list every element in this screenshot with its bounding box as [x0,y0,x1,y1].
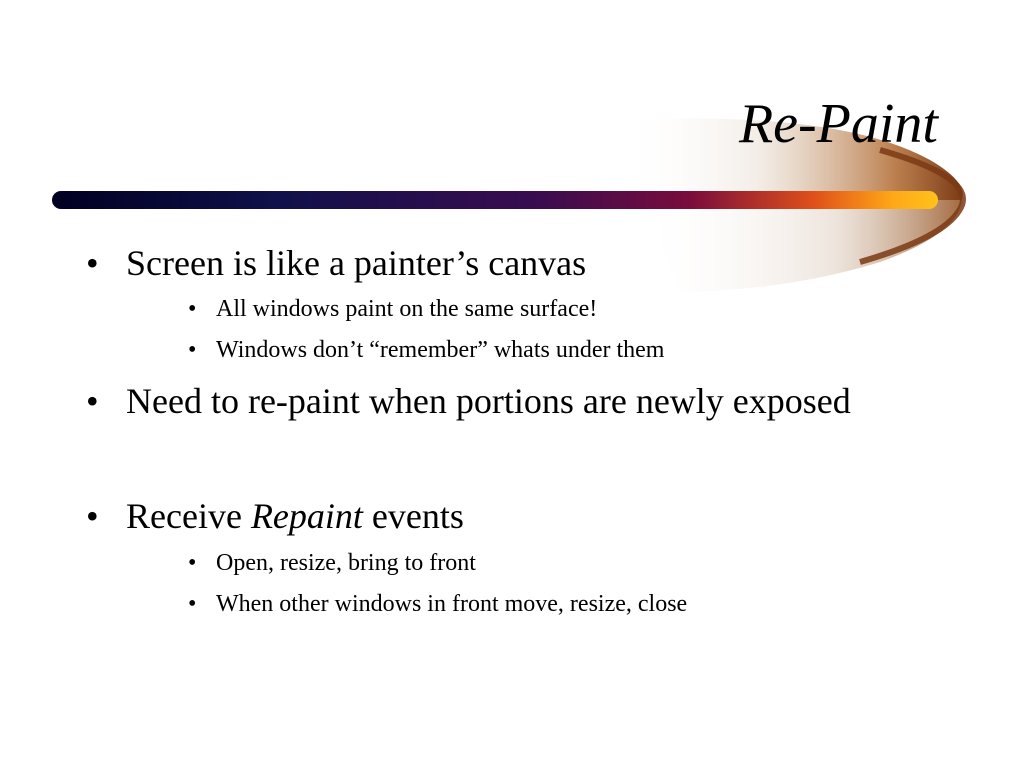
sub-bullet-open-resize [188,549,476,577]
bullet-text: Windows don’t “remember” whats under them [216,337,665,363]
bullet-text-post: events [362,496,464,536]
bullet-text: When other windows in front move, resize, close [216,591,688,617]
slide-title: Re-Paint [738,93,938,155]
bullet-marker: • [188,337,197,363]
bullet-receive-repaint [86,496,464,536]
sub-bullet-same-surface [188,295,597,323]
sub-bullet-dont-remember [188,336,664,364]
bullet-marker: • [86,381,99,421]
bullet-text: Screen is like a painter’s canvas [126,243,587,283]
sub-bullet-other-windows [188,590,687,618]
bullet-text-pre: Receive [126,496,251,536]
bullet-marker: • [188,296,197,322]
bullet-repaint-exposed [86,381,851,421]
bullet-text-emphasis: Repaint [250,496,363,536]
bullet-text: All windows paint on the same surface! [216,296,598,322]
bullet-text: Need to re-paint when portions are newly exposed [126,381,851,421]
bullet-screen-canvas [86,243,586,283]
bullet-marker: • [188,550,197,576]
bullet-text: Open, resize, bring to front [216,550,476,576]
bullet-marker: • [86,243,99,283]
bullet-marker: • [86,496,99,536]
bullet-marker: • [188,591,197,617]
